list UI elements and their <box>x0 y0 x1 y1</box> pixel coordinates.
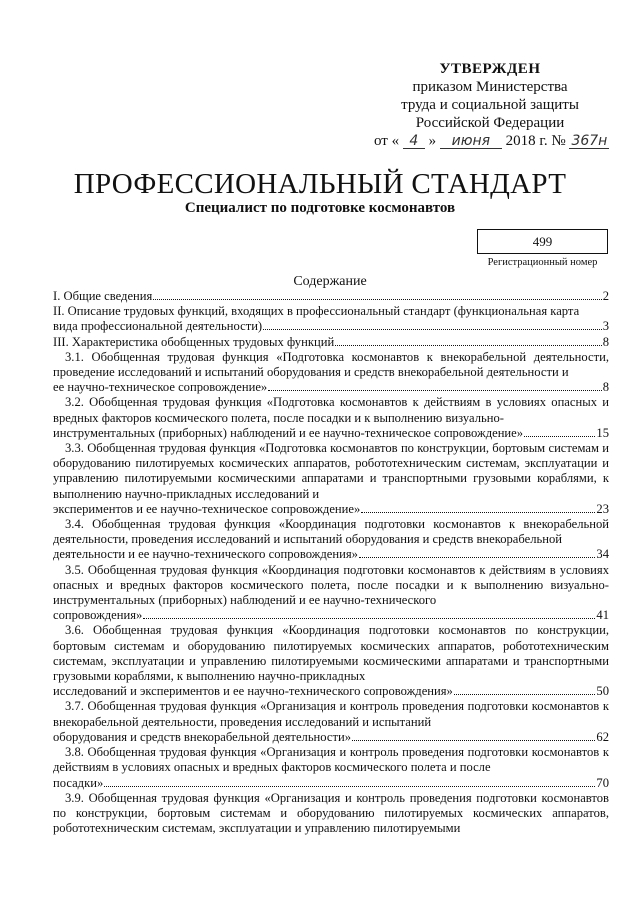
toc-entry-text: 3.1. Обобщенная трудовая функция «Подготовка космонавтов к внекорабельной деятельности, проведение исследований и испытаний оборудования и средств внекорабельной деятельности и <box>53 349 609 380</box>
toc-entry[interactable] <box>53 699 609 745</box>
toc-page-number: 50 <box>596 684 609 699</box>
toc-entry[interactable] <box>53 289 609 304</box>
toc-page-number: 62 <box>596 729 609 744</box>
date-day-close: » <box>428 133 437 149</box>
toc-entry-text: 3.8. Обобщенная трудовая функция «Организация и контроль проведения подготовки космонавтов к действиям в условиях опасных и вредных факторов космического полета и после <box>53 745 609 775</box>
toc-page-number: 23 <box>596 501 609 516</box>
toc-page-number: 70 <box>596 775 609 790</box>
approval-heading: УТВЕРЖДЕН <box>439 61 541 77</box>
toc-entry-text-cont: ее научно-техническое сопровождение» <box>53 380 268 395</box>
toc-entry-text: I. Общие сведения <box>53 289 153 303</box>
toc-page-number: 8 <box>602 380 609 395</box>
registration-number: 499 <box>532 234 553 249</box>
toc-entry-text-cont: оборудования и средств внекорабельной деятельности» <box>53 729 352 744</box>
toc-entry-text: 3.9. Обобщенная трудовая функция «Организация и контроль проведения подготовки космонавтов по конструкции, бортовым системам и оборудованию пилотируемых космических аппаратов, робототехническим системам, эксплуатации и управлению пилотируемыми <box>53 790 609 836</box>
dot-leader <box>352 740 595 741</box>
toc-entry[interactable] <box>53 745 609 791</box>
toc-entry-text-cont: деятельности и ее научно-технического сопровождения» <box>53 547 358 562</box>
handwritten-order-number: 367н <box>569 134 609 149</box>
toc-entry[interactable] <box>53 350 609 396</box>
toc-entry[interactable] <box>53 791 609 837</box>
approval-line: приказом Министерства <box>412 79 568 95</box>
dot-leader <box>104 786 595 787</box>
toc-page-number: 8 <box>602 334 609 349</box>
toc-entry-text: 3.4. Обобщенная трудовая функция «Координация подготовки космонавтов к внекорабельной деятельности, проведения исследований и испытаний оборудования и средств внекорабельной <box>53 517 609 547</box>
table-of-contents <box>53 289 609 836</box>
approval-block <box>370 60 610 150</box>
toc-entry-text: III. Характеристика обобщенных трудовых функций <box>53 334 335 349</box>
toc-entry-text-cont: посадки» <box>53 775 104 790</box>
dot-leader <box>263 329 602 330</box>
dot-leader <box>524 436 595 437</box>
document-subtitle: Специалист по подготовке космонавтов <box>184 200 456 216</box>
toc-entry[interactable] <box>53 335 609 350</box>
toc-entry[interactable] <box>53 304 609 334</box>
toc-page-number: 41 <box>596 608 609 623</box>
registration-caption: Регистрационный номер <box>487 257 598 268</box>
toc-entry-text-cont: исследований и экспериментов и ее научно-технического сопровождения» <box>53 684 453 699</box>
toc-entry[interactable] <box>53 623 609 699</box>
document-title: ПРОФЕССИОНАЛЬНЫЙ СТАНДАРТ <box>73 168 567 200</box>
toc-entry-text: 3.3. Обобщенная трудовая функция «Подготовка космонавтов по конструкции, бортовым системам и оборудованию пилотируемых космических аппаратов, робототехническим системам, эксплуатации и управлению пилотируемыми космическими аппаратами и транспортными грузовыми кораблями, к выполнению научно-прикладных исследований и <box>53 441 609 501</box>
toc-entry-text-cont: инструментальных (приборных) наблюдений и ее научно-техническое сопровождение» <box>53 425 524 440</box>
toc-entry[interactable] <box>53 563 609 624</box>
dot-leader <box>143 618 595 619</box>
handwritten-day: 4 <box>403 134 425 149</box>
approval-date-line <box>370 132 610 150</box>
date-year-suffix: 2018 г. № <box>505 133 566 149</box>
toc-entry-text: 3.6. Обобщенная трудовая функция «Координация подготовки космонавтов по конструкции, бортовым системам и оборудованию пилотируемых космических аппаратов, робототехническим системам, эксплуатации и управлению пилотируемыми космическими аппаратами и транспортными грузовыми кораблями, к выполнению научно-прикладных <box>53 623 609 684</box>
toc-entry-text: 3.7. Обобщенная трудовая функция «Организация и контроль проведения подготовки космонавтов к внекорабельной деятельности, проведения исследований и испытаний <box>53 699 609 729</box>
toc-entry-text-cont: сопровождения» <box>53 608 143 623</box>
dot-leader <box>153 299 601 300</box>
toc-heading: Содержание <box>293 274 367 289</box>
toc-entry-text: 3.2. Обобщенная трудовая функция «Подготовка космонавтов к действиям в условиях опасных и вредных факторов космического полета, после посадки и к выполнению визуально- <box>53 395 609 425</box>
toc-entry-text-cont: экспериментов и ее научно-техническое сопровождение» <box>53 501 361 516</box>
approval-line: Российской Федерации <box>415 115 565 131</box>
toc-page-number: 34 <box>596 547 609 562</box>
dot-leader <box>359 557 595 558</box>
handwritten-month: июня <box>440 134 502 149</box>
date-prefix: от « <box>374 133 400 149</box>
toc-entry-text-cont: вида профессиональной деятельности) <box>53 319 263 334</box>
registration-number-box <box>477 229 608 254</box>
toc-entry[interactable] <box>53 517 609 563</box>
dot-leader <box>268 390 601 391</box>
toc-page-number: 3 <box>602 319 609 334</box>
toc-entry-text: II. Описание трудовых функций, входящих в профессиональный стандарт (функциональная карта <box>53 304 580 319</box>
toc-page-number: 2 <box>602 289 609 303</box>
dot-leader <box>454 694 596 695</box>
toc-page-number: 15 <box>596 425 609 440</box>
dot-leader <box>335 345 602 346</box>
toc-entry[interactable] <box>53 441 609 517</box>
dot-leader <box>361 512 595 513</box>
toc-entry[interactable] <box>53 395 609 441</box>
toc-entry-text: 3.5. Обобщенная трудовая функция «Координация подготовки космонавтов к действиям в условиях опасных и вредных факторов космического полета, после посадки и к выполнению визуально-инструментальных (приборных) наблюдений и ее научно-технического <box>53 562 609 608</box>
approval-line: труда и социальной защиты <box>401 97 579 113</box>
